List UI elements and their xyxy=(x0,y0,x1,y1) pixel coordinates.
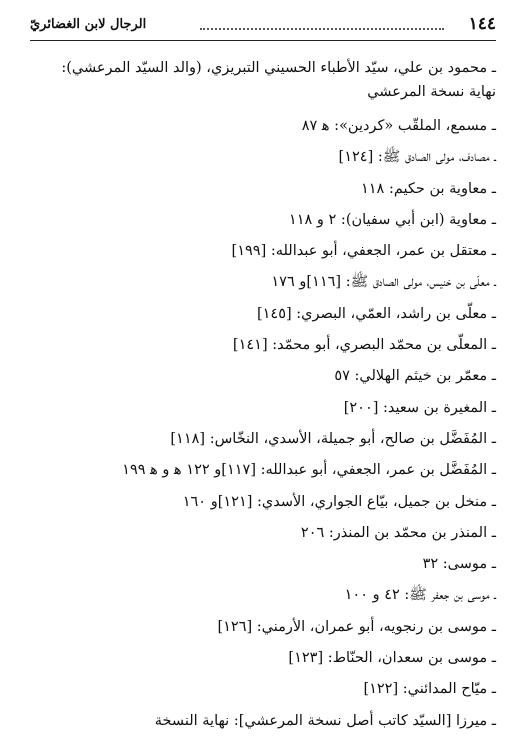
index-entry: ـ المُفَضَّل بن صالح، أبو جميلة، الأسدي، النخّاس: [١١٨] xyxy=(170,430,496,447)
index-entry: ـ معلّى بن خنيس، مولى الصادق ﷺ: [١١٦]و ١٧٦ xyxy=(271,274,496,291)
index-entry: ـ معاوية (ابن أبي سفيان): ٢ و ١١٨ xyxy=(288,211,496,228)
index-entry: ـ مصادف، مولى الصادق ﷺ: [١٢٤] xyxy=(338,149,496,166)
running-title: الرجال لابن الغضائريّ xyxy=(30,17,147,32)
index-entry: ـ مسمع، الملقّب «كردين»: ﻫ ٨٧ xyxy=(301,118,496,134)
index-entry: ـ المغيرة بن سعيد: [٢٠٠] xyxy=(343,399,496,416)
index-entry: ـ معمّر بن خيثم الهلالي: ٥٧ xyxy=(334,368,496,385)
index-entry: ـ معاوية بن حكيم: ١١٨ xyxy=(360,180,496,197)
index-entry: ـ موسى بن سعدان، الحنّاط: [١٢٣] xyxy=(288,650,496,667)
index-entry: ـ معلّى بن راشد، العمّي، البصري: [١٤٥] xyxy=(256,305,496,322)
leader-dots xyxy=(200,28,444,30)
index-entry: ـ ميرزا [السيّد كاتب أصل نسخة المرعشي]: نهاية النسخة xyxy=(154,712,496,729)
index-entry: ـ موسى بن جعفر ﷺ: ٤٢ و ١٠٠ xyxy=(344,587,496,604)
index-entry: ـ موسى بن رنجويه، أبو عمران، الأرمني: [١٢٦] xyxy=(217,618,496,635)
index-entry: ـ المُفَضَّل بن عمر، الجعفي، أبو عبدالله: [١١٧]و ١٢٢ ﻫ و ﻫ ١٩٩ xyxy=(122,462,496,479)
index-list xyxy=(30,56,496,737)
index-entry: ـ موسى: ٣٢ xyxy=(422,556,496,573)
index-entry: ـ المنذر بن محمّد بن المنذر: ٢٠٦ xyxy=(300,524,496,541)
index-entry: ـ منخل بن جميل، بيّاع الجواري، الأسدي: [١٢١]و ١٦٠ xyxy=(182,493,496,510)
index-entry: ـ ميّاح المدائني: [١٢٢] xyxy=(363,681,496,698)
page-header xyxy=(30,14,496,41)
index-entry: ـ معتقل بن عمر، الجعفي، أبو عبدالله: [١٩٩] xyxy=(231,243,496,260)
index-entry: ـ محمود بن علي، سيّد الأطباء الحسيني التبريزي، (والد السيّد المرعشي): نهاية نسخة المرعشي xyxy=(61,60,496,100)
page-number: ١٤٤ xyxy=(468,14,496,34)
index-entry: ـ المعلّى بن محمّد البصري، أبو محمّد: [١٤١] xyxy=(232,337,496,354)
